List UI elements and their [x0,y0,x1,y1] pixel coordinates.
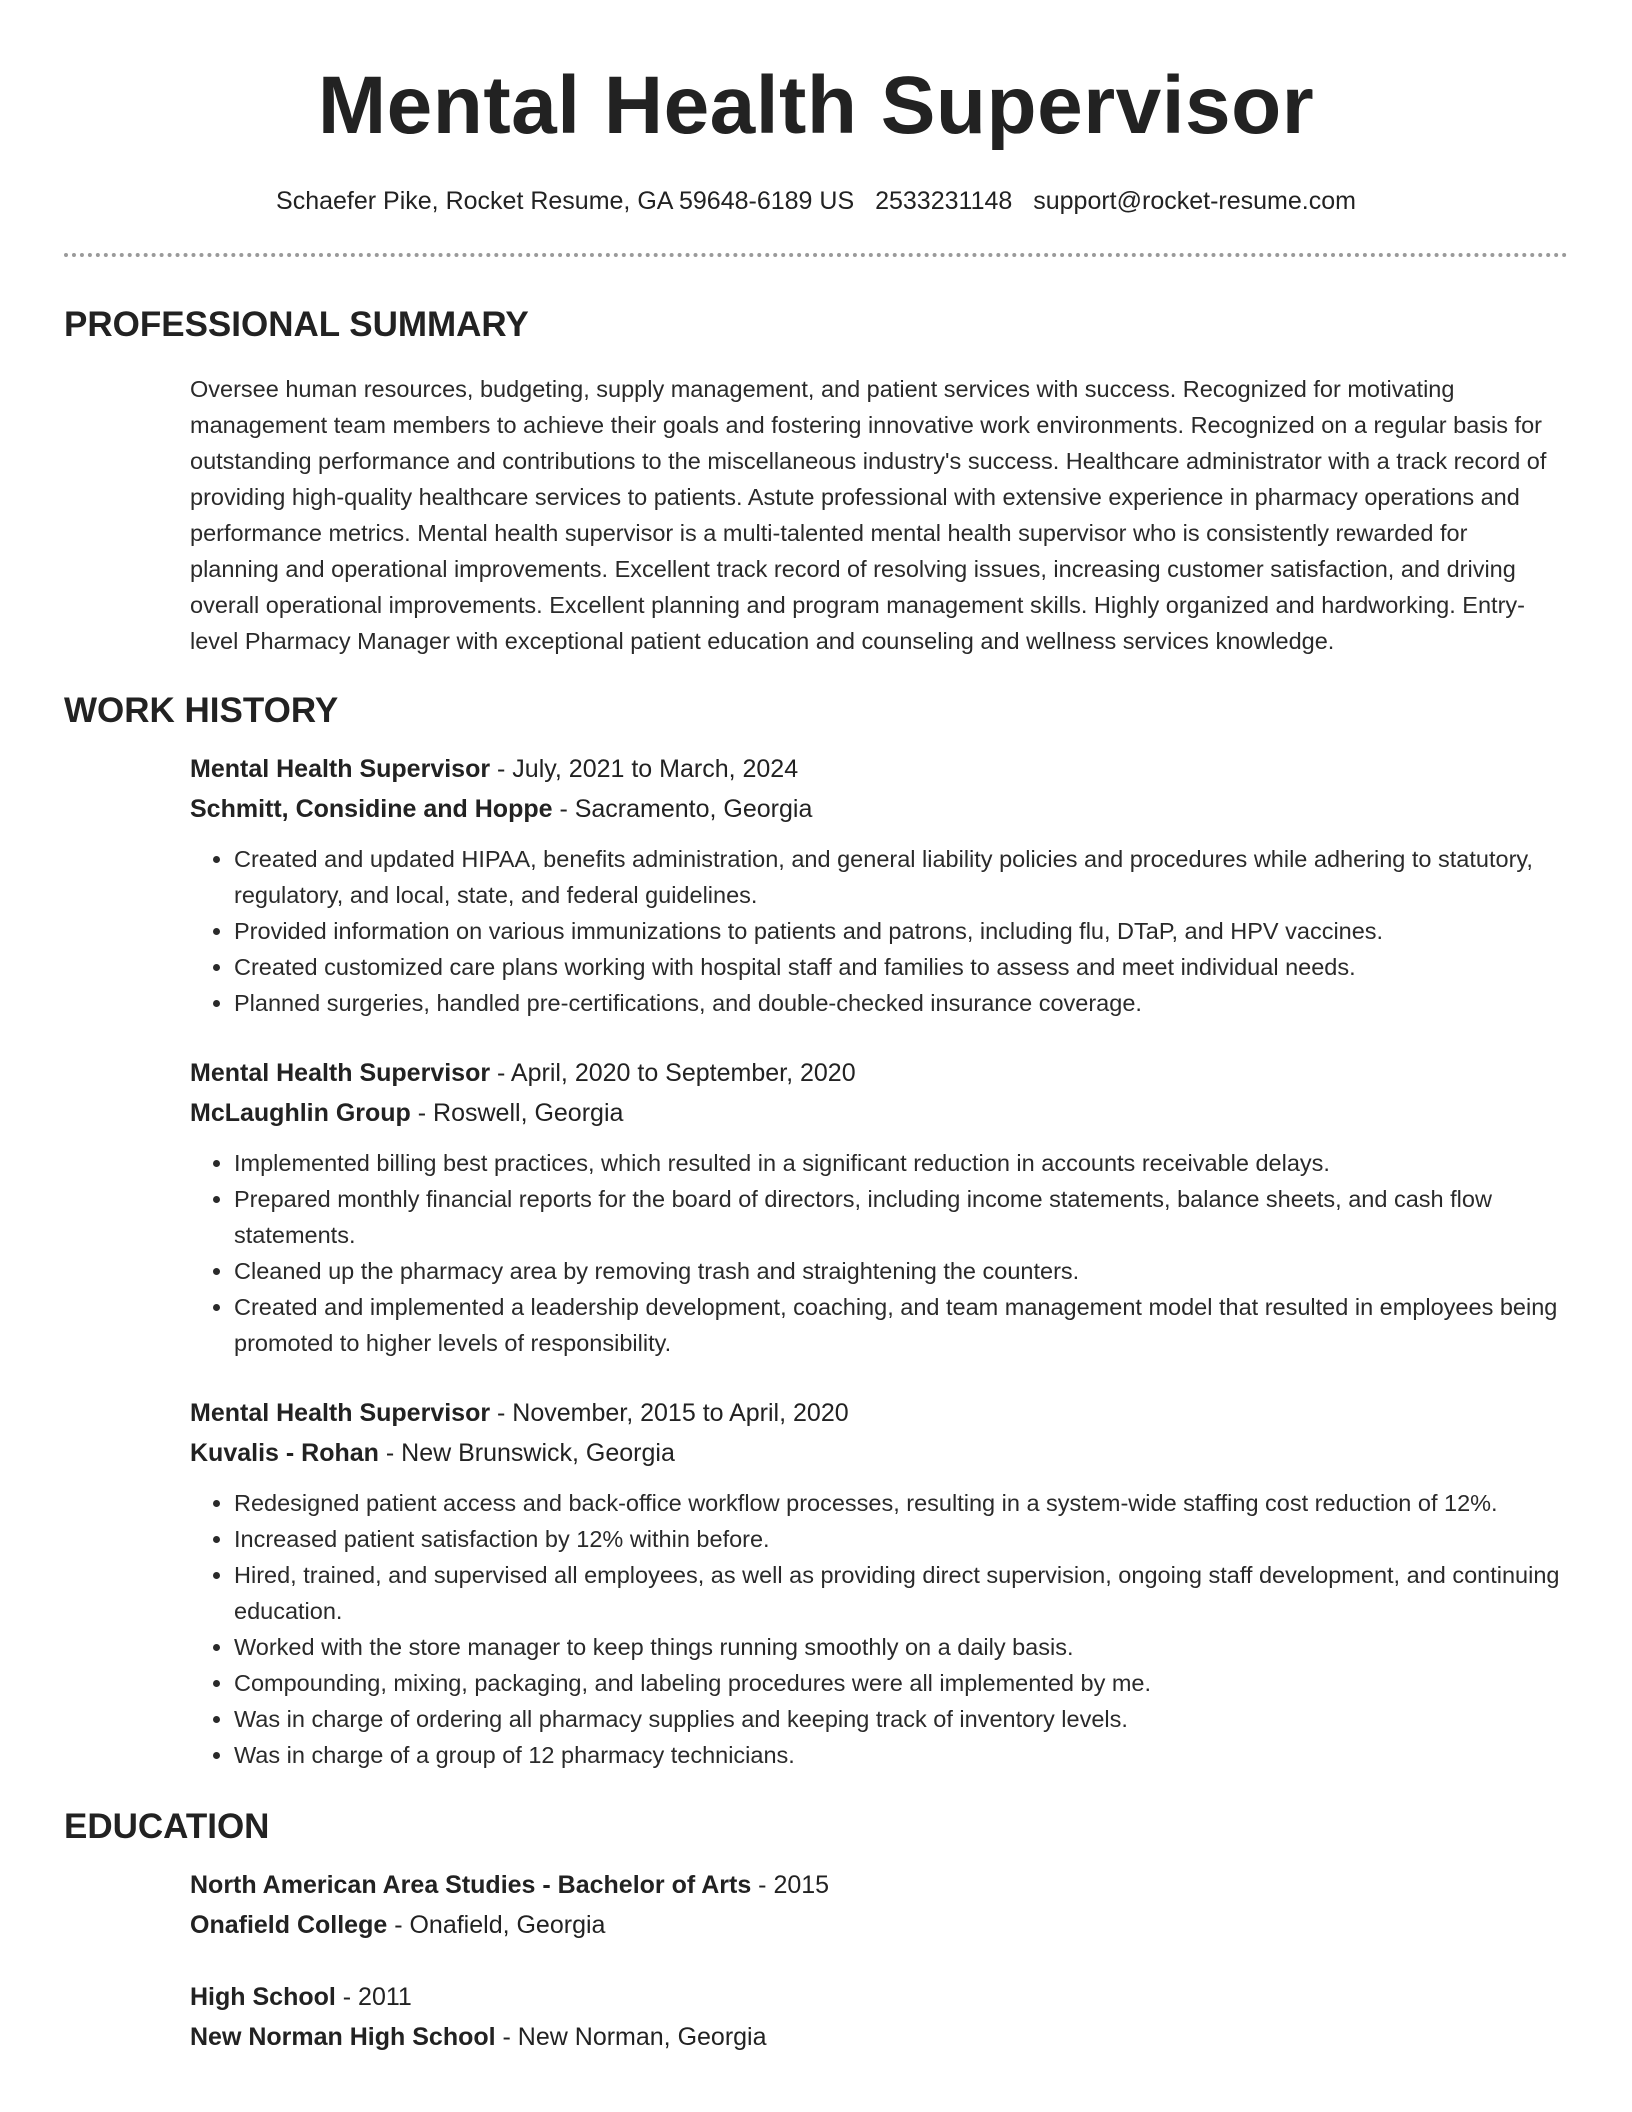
education-year: - 2015 [751,1871,830,1899]
job-location: - Roswell, Georgia [410,1099,624,1127]
job-bullet: • Was in charge of a group of 12 pharmacy technicians. [234,1737,1568,1773]
job-role: Mental Health Supervisor [190,1059,491,1087]
section-title-summary: PROFESSIONAL SUMMARY [64,305,529,344]
contact-email: support@rocket-resume.com [1033,187,1356,215]
education-school-line [190,1905,1568,1945]
job-bullet: • Created and implemented a leadership development, coaching, and team management model that resulted in employees being promoted to higher levels of responsibility. [234,1289,1568,1361]
job-company: Kuvalis - Rohan [190,1439,379,1467]
resume-title: Mental Health Supervisor [317,60,1315,151]
job-bullets [190,1485,1568,1773]
contact-phone: 2533231148 [875,187,1013,215]
education-degree-line [190,1865,1568,1905]
job-bullets [190,1145,1568,1361]
job-role: Mental Health Supervisor [190,1399,491,1427]
job-bullet: • Provided information on various immunizations to patients and patrons, including flu, DTaP, and HPV vaccines. [234,913,1568,949]
job-location: - Sacramento, Georgia [552,795,813,823]
job-role-line [190,1053,1568,1093]
education-school-line [190,2017,1568,2057]
job-role-line [190,1393,1568,1433]
job-bullet: • Created and updated HIPAA, benefits administration, and general liability policies and procedures while adhering to statutory, regulatory, and local, state, and federal guidelines. [234,841,1568,913]
job-bullet: • Hired, trained, and supervised all employees, as well as providing direct supervision, ongoing staff development, and continuing education. [234,1557,1568,1629]
job-bullet: • Implemented billing best practices, which resulted in a significant reduction in accounts receivable delays. [234,1145,1568,1181]
job-bullet: • Created customized care plans working with hospital staff and families to assess and meet individual needs. [234,949,1568,985]
job-bullet: • Cleaned up the pharmacy area by removing trash and straightening the counters. [234,1253,1568,1289]
job-location: - New Brunswick, Georgia [378,1439,675,1467]
section-title-work-history: WORK HISTORY [64,691,339,730]
job-company: McLaughlin Group [190,1099,411,1127]
education-school: Onafield College [190,1911,388,1939]
job-entry [190,1393,1568,1773]
contact-line [64,184,1568,218]
job-entry [190,1053,1568,1361]
job-company: Schmitt, Considine and Hoppe [190,795,553,823]
education-location: - Onafield, Georgia [387,1911,606,1939]
header-divider [64,253,1568,257]
job-dates: - April, 2020 to September, 2020 [490,1059,856,1087]
education-degree-line [190,1977,1568,2017]
section-title-education: EDUCATION [64,1807,270,1846]
job-bullet: • Was in charge of ordering all pharmacy supplies and keeping track of inventory levels. [234,1701,1568,1737]
job-entry [190,749,1568,1021]
education-entry [190,1865,1568,1945]
job-company-line [190,789,1568,829]
education-degree: North American Area Studies - Bachelor of Arts [190,1871,752,1899]
job-bullet: • Increased patient satisfaction by 12% within before. [234,1521,1568,1557]
job-role-line [190,749,1568,789]
job-bullet: • Prepared monthly financial reports for the board of directors, including income statements, balance sheets, and cash flow statements. [234,1181,1568,1253]
job-company-line [190,1093,1568,1133]
contact-address: Schaefer Pike, Rocket Resume, GA 59648-6189 US [276,187,855,215]
education-school: New Norman High School [190,2023,496,2051]
job-bullets [190,841,1568,1021]
job-dates: - July, 2021 to March, 2024 [490,755,799,783]
job-role: Mental Health Supervisor [190,755,491,783]
job-bullet: • Compounding, mixing, packaging, and labeling procedures were all implemented by me. [234,1665,1568,1701]
job-bullet: • Planned surgeries, handled pre-certifications, and double-checked insurance coverage. [234,985,1568,1021]
education-year: - 2011 [335,1983,412,2011]
education-degree: High School [190,1983,336,2011]
job-bullet: • Redesigned patient access and back-office workflow processes, resulting in a system-wide staffing cost reduction of 12%. [234,1485,1568,1521]
education-location: - New Norman, Georgia [495,2023,767,2051]
summary-text: Oversee human resources, budgeting, supply management, and patient services with success. Recognized for motivating management team members to achieve their goals and fostering innovative work environments. Recognized on a regular basis for outstanding performance and contributions to the miscellaneous industry's success. Healthcare administrator with a track record of providing high-quality healthcare services to patients. Astute professional with extensive experience in pharmacy operations and performance metrics. Mental health supervisor is a multi-talented mental health supervisor who is consistently rewarded for planning and operational improvements. Excellent track record of resolving issues, increasing customer satisfaction, and driving overall operational improvements. Excellent planning and program management skills. Highly organized and hardworking. Entry-level Pharmacy Manager with exceptional patient education and counseling and wellness services knowledge. [190,376,1547,654]
job-dates: - November, 2015 to April, 2020 [490,1399,849,1427]
education-entry [190,1977,1568,2057]
job-company-line [190,1433,1568,1473]
job-bullet: • Worked with the store manager to keep things running smoothly on a daily basis. [234,1629,1568,1665]
